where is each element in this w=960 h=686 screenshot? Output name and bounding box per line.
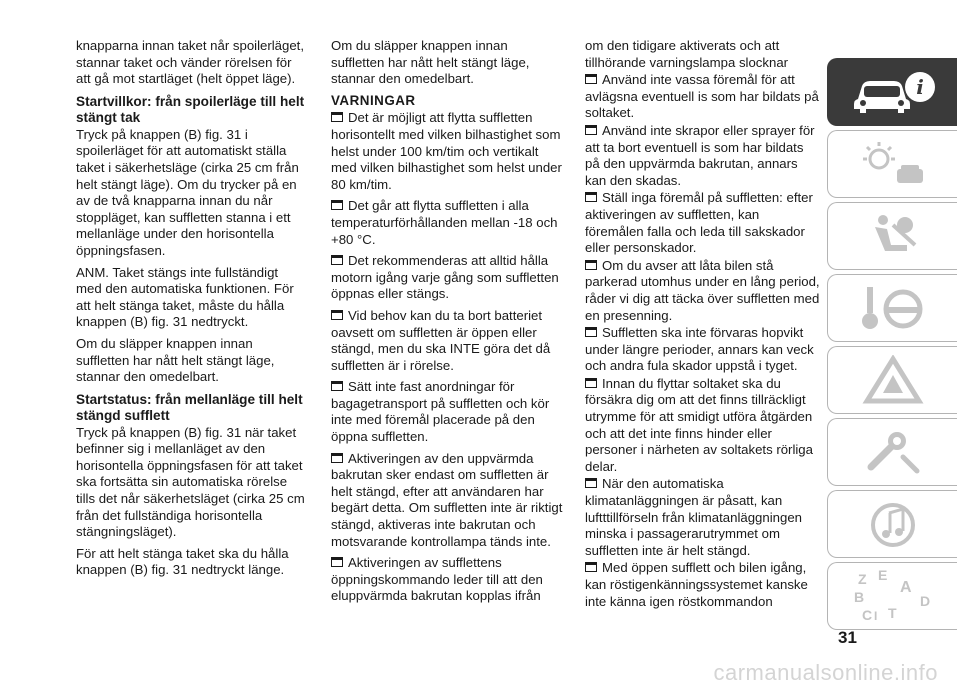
chapter-tabs [827, 58, 957, 634]
car-info-icon [848, 69, 938, 115]
media-music-icon [853, 499, 933, 549]
paragraph: knapparna innan taket når spoilerläget, stannar taket och vänder rörelsen för att gå mot startläget (helt öppet läge). [76, 38, 305, 87]
warning-bullet-icon [585, 476, 598, 486]
service-wrench-icon [853, 427, 933, 477]
warning-bullet-icon [585, 123, 598, 133]
tab-media[interactable] [827, 490, 957, 558]
warning-item: Innan du flyttar soltaket ska du försäkra dig om att det finns tillräckligt utrymme för att smidigt utföra åtgärden och att det inte finns hinder eller personer i närheten av soltakets rörliga delar. [585, 375, 813, 474]
warnings-heading: VARNINGAR [331, 92, 416, 108]
tab-index[interactable] [827, 562, 957, 630]
warning-bullet-icon [585, 560, 598, 570]
warning-bullet-icon [585, 325, 598, 335]
svg-text:D: D [919, 593, 930, 609]
svg-text:Z: Z [857, 571, 867, 587]
text-column-1 [76, 38, 306, 584]
warning-item: När den automatiska klimatanläggningen är påsatt, kan luftttillförseln från klimatanläggningen minska i passagerarutrymmet om suffletten inte är helt stängd. [585, 476, 802, 558]
paragraph: För att helt stänga taket ska du hålla knappen (B) fig. 31 nedtryckt länge. [76, 545, 289, 578]
warning-bullet-icon [331, 555, 344, 565]
key-steering-icon [853, 283, 933, 333]
svg-text:I: I [873, 609, 877, 623]
warning-bullet-icon [331, 379, 344, 389]
warning-item: Suffletten ska inte förvaras hopvikt under längre perioder, annars kan veck och andra fula skador uppstå i tyget. [585, 325, 814, 374]
tab-warning-lights[interactable] [827, 130, 957, 198]
warning-bullet-icon [585, 190, 598, 200]
section-heading: Startvillkor: från spoilerläge till helt stängt tak [76, 93, 305, 125]
warning-bullet-icon [331, 451, 344, 461]
tab-emergency[interactable] [827, 346, 957, 414]
page-number: 31 [838, 628, 857, 647]
text-column-2 [331, 38, 563, 610]
tab-airbag-seat[interactable] [827, 202, 957, 270]
svg-text:B: B [853, 589, 864, 605]
tab-car-info[interactable] [827, 58, 957, 126]
tab-service[interactable] [827, 418, 957, 486]
warning-item: Använd inte vassa föremål för att avlägsna eventuell is som har bildats på soltaket. [585, 72, 819, 121]
warning-lights-icon [853, 139, 933, 189]
paragraph: Tryck på knappen (B) fig. 31 när taket befinner sig i mellanläget av den horisontella öppningsfasen för att taket ska fortsätta sin automatiska rörelse tills det når säkerhetsläget (cirka 25 cm från det fullständiga horisontella stängningsläget). [76, 424, 305, 540]
warning-bullet-icon [331, 198, 344, 208]
emergency-triangle-icon [853, 355, 933, 405]
warning-bullet-icon [331, 110, 344, 120]
paragraph: om den tidigare aktiverats och att tillhörande varningslampa slocknar [585, 38, 789, 70]
warning-item: Sätt inte fast anordningar för bagagetransport på suffletten och kör inte med föremål placerade på den öppna suffletten. [331, 379, 550, 445]
warning-bullet-icon [585, 258, 598, 268]
warning-item: Aktiveringen av den uppvärmda bakrutan sker endast om suffletten är helt stängd, efter att användaren har begärt detta. Om suffletten inte är riktigt stängd, aktiveras inte bakrutan och motsvarande kontrollampa tänds inte. [331, 450, 563, 549]
paragraph: Tryck på knappen (B) fig. 31 i spoilerläget för att automatiskt ställa taket i säkerhetsläge (cirka 25 cm från helt stängt läge). Om du trycker på en av de två knapparna innan du når stoppläget, kan suffletten stanna i ett mellanläge under den horisontella öppningsfasen. [76, 126, 299, 258]
warning-bullet-icon [331, 308, 344, 318]
section-heading: Startstatus: från mellanläge till helt stängd sufflett [76, 391, 303, 423]
warning-item: Aktiveringen av sufflettens öppningskommando leder till att den eluppvärmda bakrutan kopplas ifrån [331, 555, 543, 604]
warning-item: Vid behov kan du ta bort batteriet oavsett om suffletten är öppen eller stängd, men du ska INTE göra det då suffletten är i rörelse. [331, 307, 551, 373]
warning-item: Om du avser att låta bilen stå parkerad utomhus under en lång period, råder vi dig att täcka över suffletten med en presenning. [585, 257, 820, 323]
svg-text:E: E [877, 568, 887, 583]
warning-item: Med öppen sufflett och bilen igång, kan röstigenkänningssystemet kanske inte känna igen röstkommandon [585, 560, 808, 609]
warning-bullet-icon [585, 72, 598, 82]
watermark-footer: carmanualsonline.info [713, 660, 938, 685]
alphabet-index-icon [848, 568, 938, 624]
warning-item: Det rekommenderas att alltid hålla motorn igång varje gång som suffletten öppnas eller stängs. [331, 253, 559, 302]
warning-item: Ställ inga föremål på suffletten: efter aktiveringen av suffletten, kan föremålen falla och leda till sakskador eller personskador. [585, 190, 813, 256]
warning-bullet-icon [585, 376, 598, 386]
svg-text:i: i [915, 75, 924, 99]
tab-key-steering[interactable] [827, 274, 957, 342]
paragraph: ANM. Taket stängs inte fullständigt med den automatiska funktionen. För att helt stänga taket, måste du hålla knappen (B) fig. 31 nedtryckt. [76, 264, 294, 330]
warning-item: Använd inte skrapor eller sprayer för att ta bort eventuell is som har bildats på den uppvärmda bakrutan, annars kan den skadas. [585, 122, 815, 188]
warning-bullet-icon [331, 253, 344, 263]
text-column-3 [585, 38, 821, 611]
paragraph: Om du släpper knappen innan suffletten har nått helt stängt läge, stannar den omedelbart. [331, 38, 530, 87]
warning-item: Det går att flytta suffletten i alla temperaturförhållanden mellan -18 och +80 °C. [331, 198, 558, 247]
airbag-seat-icon [853, 211, 933, 261]
svg-text:C: C [861, 607, 872, 623]
svg-text:A: A [899, 579, 912, 596]
svg-text:T: T [887, 605, 897, 621]
warning-item: Det är möjligt att flytta suffletten horisontellt med vilken bilhastighet som helst under 100 km/tim och vertikalt med vilken bilhastighet som helst under 80 km/tim. [331, 110, 562, 192]
paragraph: Om du släpper knappen innan suffletten har nått helt stängt läge, stannar den omedelbart. [76, 335, 275, 385]
